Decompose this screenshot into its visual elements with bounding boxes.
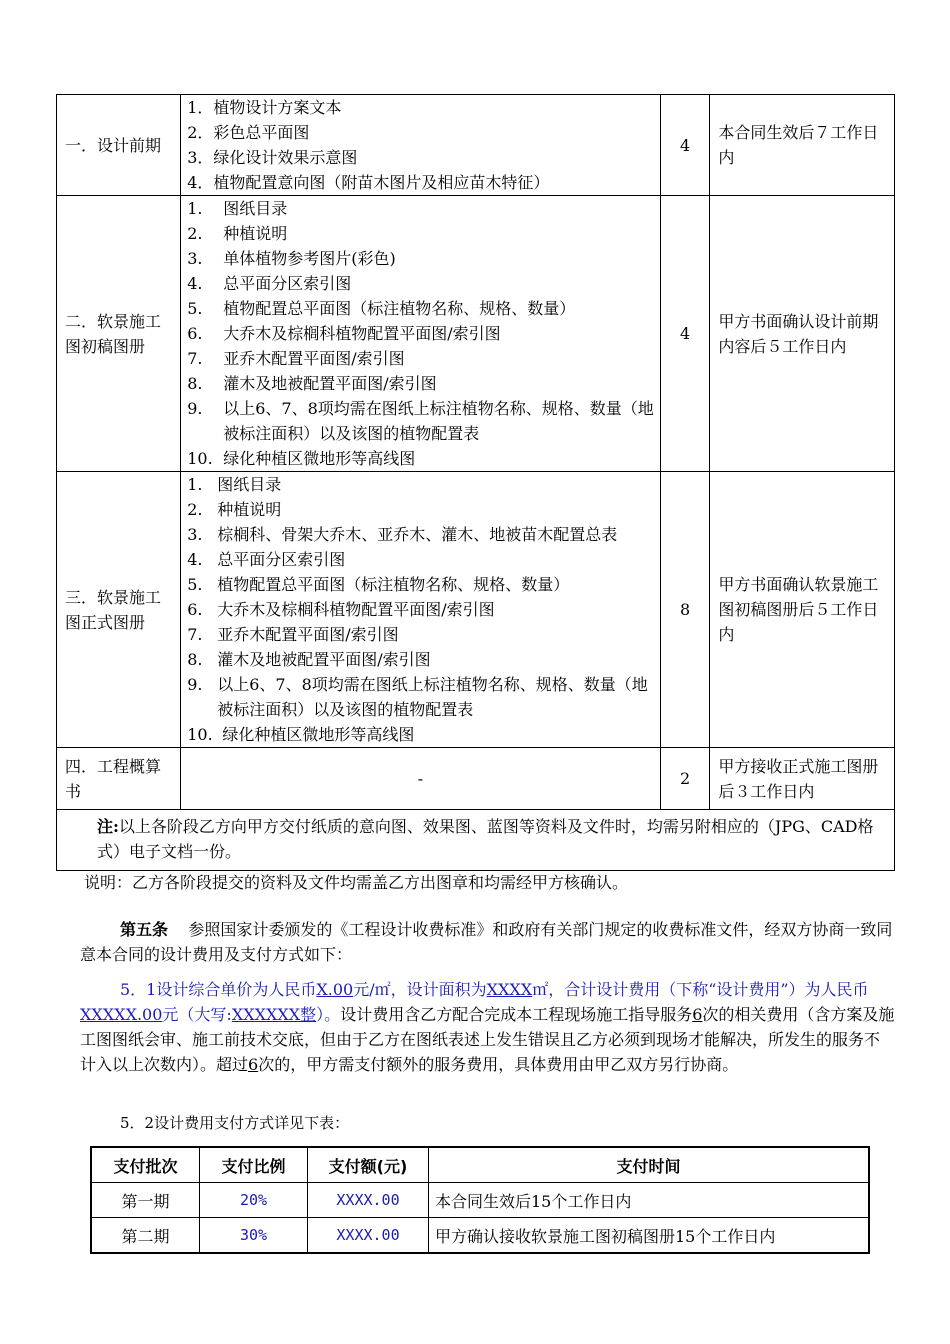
list-item: 6. 大乔木及棕榈科植物配置平面图/索引图 — [187, 324, 501, 343]
article-5 — [80, 917, 895, 967]
table-row — [91, 1183, 869, 1218]
list-item: 8. 灌木及地被配置平面图/索引图 — [187, 374, 437, 393]
stage-days: 2 — [660, 748, 710, 810]
list-item-continued: 被标注面积）以及该图的植物配置表 — [217, 700, 474, 719]
payment-amount: XXXX.00 — [308, 1183, 429, 1218]
list-item-continued: 被标注面积）以及该图的植物配置表 — [223, 424, 480, 443]
column-header: 支付比例 — [200, 1147, 308, 1183]
list-item: 2. 种植说明 — [187, 500, 282, 519]
payment-amount: XXXX.00 — [308, 1218, 429, 1254]
list-item: 6. 大乔木及棕榈科植物配置平面图/索引图 — [187, 600, 495, 619]
service-times-limit: 6 — [248, 1055, 259, 1074]
stage-items: - — [181, 748, 661, 810]
list-item: 7. 亚乔木配置平面图/索引图 — [187, 625, 399, 644]
stage-days: 4 — [660, 196, 710, 472]
design-area: XXXX — [486, 980, 533, 999]
list-item: 4. 总平面分区索引图 — [187, 550, 346, 569]
stage-row-3 — [57, 472, 895, 748]
total-fee-upper: XXXXXX整 — [231, 1005, 317, 1024]
list-item: 1. 图纸目录 — [187, 475, 282, 494]
list-item: 4．植物配置意向图（附苗木图片及相应苗木特征） — [187, 173, 550, 192]
list-item: 3. 单体植物参考图片(彩色) — [187, 249, 396, 268]
article-5-label: 第五条 — [120, 920, 169, 939]
list-item: 1. 图纸目录 — [187, 199, 288, 218]
stage-time: 甲方书面确认设计前期内容后５工作日内 — [710, 196, 895, 472]
payment-ratio: 30% — [200, 1218, 308, 1254]
list-item: 4. 总平面分区索引图 — [187, 274, 352, 293]
payment-table — [90, 1146, 870, 1254]
stage-row-2 — [57, 196, 895, 472]
list-item: 9. 以上6、7、8项均需在图纸上标注植物名称、规格、数量（地 — [187, 675, 648, 694]
clause-5-1: 5．1设计综合单价为人民币X.00元/㎡，设计面积为XXXX㎡，合计设计费用（下称“设计费用”）为人民币XXXXX.00元（大写:XXXXXX整）。设计费用含乙方配合完成本工程现场施工指导服务6次的相关费用（含方案及施工图图纸会审、施工前技术交底，但由于乙方在图纸表述上发生错误且乙方必须到现场才能解决，所发生的服务不计入以上次数内）。超过6次的，甲方需支付额外的服务费用，具体费用由甲乙双方另行协商。 — [80, 980, 895, 1074]
stage-days: 8 — [660, 472, 710, 748]
list-item: 3. 棕榈科、骨架大乔木、亚乔木、灌木、地被苗木配置总表 — [187, 525, 618, 544]
list-item: 2．彩色总平面图 — [187, 123, 310, 142]
payment-time: 甲方确认接收软景施工图初稿图册15个工作日内 — [429, 1218, 870, 1254]
list-item: 5. 植物配置总平面图（标注植物名称、规格、数量） — [187, 299, 576, 318]
column-header: 支付时间 — [429, 1147, 870, 1183]
stage-time: 本合同生效后７工作日内 — [710, 95, 895, 196]
stage-time: 甲方书面确认软景施工图初稿图册后５工作日内 — [710, 472, 895, 748]
note-row — [57, 810, 895, 871]
stage-items — [181, 472, 661, 748]
list-item: 9. 以上6、7、8项均需在图纸上标注植物名称、规格、数量（地 — [187, 399, 654, 418]
list-item: 8. 灌木及地被配置平面图/索引图 — [187, 650, 431, 669]
service-times: 6 — [692, 1005, 703, 1024]
payment-batch: 第二期 — [91, 1218, 200, 1254]
column-header: 支付批次 — [91, 1147, 200, 1183]
article-5-text: 参照国家计委颁发的《工程设计收费标准》和政府有关部门规定的收费标准文件，经双方协商一致同意本合同的设计费用及支付方式如下： — [80, 920, 893, 964]
stage-row-1 — [57, 95, 895, 196]
clause-5-2: 5．2设计费用支付方式详见下表： — [120, 1114, 350, 1132]
stage-name: 三．软景施工图正式图册 — [57, 472, 181, 748]
explanation: 说明：乙方各阶段提交的资料及文件均需盖乙方出图章和均需经甲方核确认。 — [84, 873, 629, 892]
payment-time: 本合同生效后15个工作日内 — [429, 1183, 870, 1218]
note-label: 注: — [97, 817, 119, 836]
stage-name: 二．软景施工图初稿图册 — [57, 196, 181, 472]
list-item: 10. 绿化种植区微地形等高线图 — [187, 449, 416, 468]
list-item: 1．植物设计方案文本 — [187, 98, 342, 117]
payment-header-row — [91, 1147, 869, 1183]
stage-name: 一．设计前期 — [57, 95, 181, 196]
list-item: 10. 绿化种植区微地形等高线图 — [187, 725, 415, 744]
design-stage-table — [56, 94, 895, 871]
unit-price: X.00 — [316, 980, 354, 999]
note-cell — [57, 810, 895, 871]
payment-batch: 第一期 — [91, 1183, 200, 1218]
note-text: 以上各阶段乙方向甲方交付纸质的意向图、效果图、蓝图等资料及文件时，均需另附相应的（JPG、CAD格式）电子文档一份。 — [97, 817, 874, 861]
table-row — [91, 1218, 869, 1254]
total-fee: XXXXX.00 — [80, 1005, 163, 1024]
list-item: 2. 种植说明 — [187, 224, 288, 243]
stage-name: 四．工程概算书 — [57, 748, 181, 810]
column-header: 支付额(元) — [308, 1147, 429, 1183]
list-item: 3．绿化设计效果示意图 — [187, 148, 358, 167]
stage-days: 4 — [660, 95, 710, 196]
list-item: 7. 亚乔木配置平面图/索引图 — [187, 349, 405, 368]
stage-row-4 — [57, 748, 895, 810]
list-item: 5. 植物配置总平面图（标注植物名称、规格、数量） — [187, 575, 570, 594]
stage-items — [181, 196, 661, 472]
stage-time: 甲方接收正式施工图册后３工作日内 — [710, 748, 895, 810]
payment-ratio: 20% — [200, 1183, 308, 1218]
stage-items — [181, 95, 661, 196]
